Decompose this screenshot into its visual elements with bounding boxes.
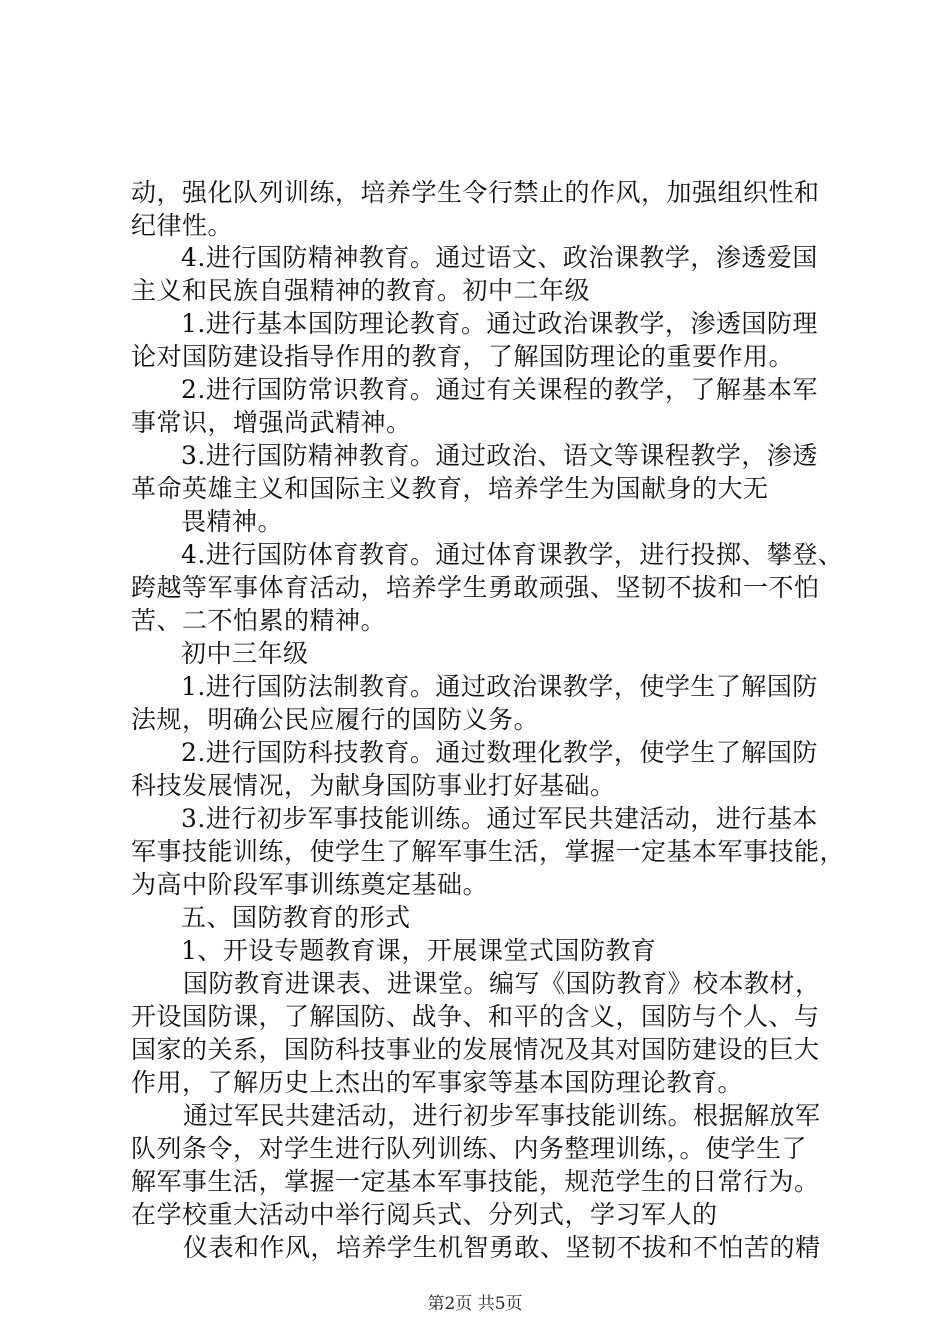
text-line: 科技发展情况，为献身国防事业打好基础。 <box>131 771 616 800</box>
text-line: 国防教育进课表、进课堂。编写《国防教育》校本教材， <box>183 969 821 998</box>
text-line: 2.进行国防科技教育。通过数理化教学，使学生了解国防 <box>181 738 818 767</box>
text-line: 军事技能训练，使学生了解军事生活，掌握一定基本军事技能， <box>131 837 846 866</box>
text-line: 解军事生活，掌握一定基本军事技能，规范学生的日常行为。 <box>131 1167 820 1196</box>
text-line: 主义和民族自强精神的教育。初中二年级 <box>131 276 591 305</box>
subsection-heading: 1、开设专题教育课，开展课堂式国防教育 <box>181 936 657 965</box>
text-line: 仪表和作风，培养学生机智勇敢、坚韧不拔和不怕苦的精 <box>183 1233 821 1262</box>
text-line: 2.进行国防常识教育。通过有关课程的教学，了解基本军 <box>181 375 818 404</box>
text-line: 队列条令，对学生进行队列训练、内务整理训练，。使学生了 <box>131 1134 808 1163</box>
text-line: 3.进行国防精神教育。通过政治、语文等课程教学，渗透 <box>181 441 818 470</box>
text-line: 论对国防建设指导作用的教育，了解国防理论的重要作用。 <box>131 342 795 371</box>
text-line: 畏精神。 <box>181 507 284 536</box>
text-line: 法规，明确公民应履行的国防义务。 <box>131 705 540 734</box>
text-line: 1.进行基本国防理论教育。通过政治课教学，渗透国防理 <box>181 309 818 338</box>
text-line: 4.进行国防精神教育。通过语文、政治课教学，渗透爱国 <box>181 243 818 272</box>
page-footer: 第2页 共5页 <box>427 1294 523 1314</box>
text-line: 国家的关系，国防科技事业的发展情况及其对国防建设的巨大 <box>131 1035 820 1064</box>
text-line: 纪律性。 <box>131 211 234 240</box>
section-heading: 五、国防教育的形式 <box>181 903 411 932</box>
text-line: 苦、二不怕累的精神。 <box>131 606 387 635</box>
text-line: 在学校重大活动中举行阅兵式、分列式，学习军人的 <box>131 1200 718 1229</box>
text-line: 为高中阶段军事训练奠定基础。 <box>131 870 489 899</box>
section-heading: 初中三年级 <box>181 639 309 668</box>
text-line: 革命英雄主义和国际主义教育，培养学生为国献身的大无 <box>131 474 769 503</box>
text-line: 4.进行国防体育教育。通过体育课教学，进行投掷、攀登、 <box>181 540 844 569</box>
text-line: 3.进行初步军事技能训练。通过军民共建活动，进行基本 <box>181 804 818 833</box>
text-line: 动，强化队列训练，培养学生令行禁止的作风，加强组织性和 <box>131 178 820 207</box>
text-line: 事常识，增强尚武精神。 <box>131 408 412 437</box>
text-line: 1.进行国防法制教育。通过政治课教学，使学生了解国防 <box>181 672 818 701</box>
text-line: 开设国防课，了解国防、战争、和平的含义，国防与个人、与 <box>131 1002 820 1031</box>
text-line: 通过军民共建活动，进行初步军事技能训练。根据解放军 <box>183 1101 821 1130</box>
text-line: 跨越等军事体育活动，培养学生勇敢顽强、坚韧不拔和一不怕 <box>131 573 820 602</box>
text-line: 作用，了解历史上杰出的军事家等基本国防理论教育。 <box>131 1068 744 1097</box>
